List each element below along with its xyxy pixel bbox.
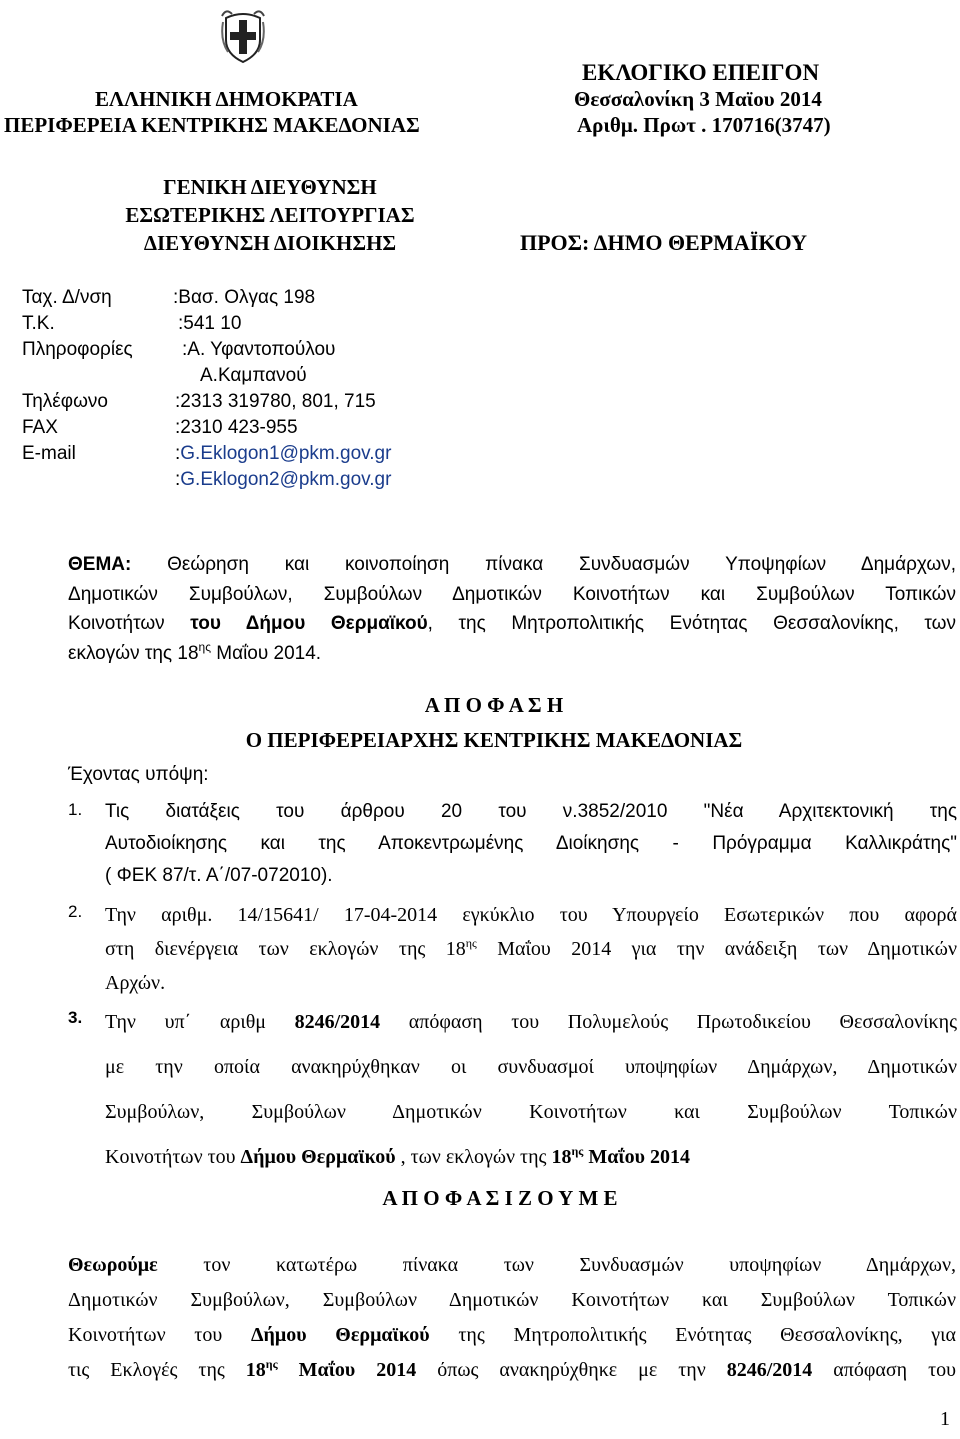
item-1-line-3: ( ΦΕΚ 87/τ. Α΄/07-072010). — [105, 865, 333, 886]
decision-title: Α Π Ο Φ Α Σ Η — [424, 693, 564, 717]
decision-issuer: Ο ΠΕΡΙΦΕΡΕΙΑΡΧΗΣ ΚΕΝΤΡΙΚΗΣ ΜΑΚΕΔΟΝΙΑΣ — [245, 728, 743, 752]
resolution-line-2: Δημοτικών Συμβούλων, Συμβούλων Δημοτικών Κοινοτήτων και Συμβούλων Τοπικών — [68, 1289, 956, 1311]
subject-line-2: Δημοτικών Συμβούλων, Συμβούλων Δημοτικών Κοινοτήτων και Συμβούλων Τοπικών — [68, 583, 956, 605]
subject-municipality: του Δήμου Θερμαϊκού — [190, 613, 428, 634]
postcode-label: Τ.Κ. — [22, 313, 55, 334]
item-3-text-1a: Την υπ΄ αριθμ — [105, 1011, 295, 1033]
item-3-number: 3. — [68, 1008, 83, 1027]
email-row-2 — [175, 469, 391, 491]
item-1-text — [105, 796, 957, 892]
email-link-2[interactable]: G.Eklogon2@pkm.gov.gr — [180, 469, 392, 490]
directorate-line-3: ΔΙΕΥΘΥΝΣΗ ΔΙΟΙΚΗΣΗΣ — [143, 231, 397, 255]
item-1-number: 1. — [68, 800, 83, 819]
resolution-text-3a: Κοινοτήτων του — [68, 1324, 251, 1346]
recipient: ΠΡΟΣ: ΔΗΜΟ ΘΕΡΜΑΪΚΟΥ — [520, 230, 807, 255]
item-1-line-2: Αυτοδιοίκησης και της Αποκεντρωμένης Διοίκησης - Πρόγραμμα Καλλικράτης" — [105, 833, 957, 854]
subject-line-1 — [68, 550, 956, 580]
email-label: E-mail — [22, 443, 76, 464]
place-date: Θεσσαλονίκη 3 Μαϊου 2014 — [574, 87, 822, 111]
item-2-line-1: Την αριθμ. 14/15641/ 17-04-2014 εγκύκλιο του Υπουργείο Εσωτερικών που αφορά — [105, 904, 957, 926]
email-row-1 — [175, 443, 391, 465]
fax-value: :2310 423-955 — [175, 417, 298, 438]
urgency-label: ΕΚΛΟΓΙΚΟ ΕΠΕΙΓΟΝ — [582, 60, 820, 85]
subject-paragraph — [68, 550, 956, 668]
fax-label: FAX — [22, 417, 58, 438]
subject-text-4b: Μαΐου 2014. — [210, 642, 322, 664]
resolution-line-4 — [68, 1353, 956, 1388]
resolution-month-year: Μαΐου 2014 — [277, 1359, 417, 1381]
resolution-line-3 — [68, 1318, 956, 1353]
item-2-line-2 — [105, 932, 957, 966]
email-colon-1: : — [175, 443, 181, 464]
resolution-text-4c: απόφαση του — [812, 1359, 957, 1381]
item-3-text — [105, 1000, 957, 1180]
postcode-value: :541 10 — [178, 313, 242, 334]
info-value-1: :Α. Υφαντοπούλου — [182, 339, 336, 360]
resolution-sup: ης — [265, 1357, 278, 1371]
item-3-line-1 — [105, 1000, 957, 1045]
resolution-title: Α Π Ο Φ Α Σ Ι Ζ Ο Υ Μ Ε — [382, 1186, 618, 1210]
info-label: Πληροφορίες — [22, 339, 133, 360]
item-3-municipality: Δήμου Θερμαϊκού — [240, 1146, 396, 1168]
item-3-text-4a: Κοινοτήτων του — [105, 1146, 241, 1168]
resolution-text-1: τον κατωτέρω πίνακα των Συνδυασμών υποψηφίων Δημάρχων, — [157, 1254, 956, 1276]
subject-text-3b: , της Μητροπολιτικής Ενότητας Θεσσαλονίκης, των — [427, 613, 956, 634]
issuer-region: ΠΕΡΙΦΕΡΕΙΑ ΚΕΝΤΡΙΚΗΣ ΜΑΚΕΔΟΝΙΑΣ — [4, 113, 420, 137]
resolution-line-1 — [68, 1248, 956, 1283]
resolution-text-4a: τις Εκλογές της — [68, 1359, 246, 1381]
resolution-verb: Θεωρούμε — [68, 1254, 158, 1276]
item-3-day: 18 — [551, 1146, 572, 1168]
item-2-sup: ης — [465, 936, 477, 950]
resolution-paragraph — [68, 1248, 956, 1388]
resolution-text-4b: όπως ανακηρύχθηκε με την — [416, 1359, 727, 1381]
item-3-line-2: με την οποία ανακηρύχθηκαν οι συνδυασμοί υποψηφίων Δημάρχων, Δημοτικών — [105, 1056, 957, 1078]
directorate-line-2: ΕΣΩΤΕΡΙΚΗΣ ΛΕΙΤΟΥΡΓΙΑΣ — [125, 203, 415, 227]
item-2-text — [105, 898, 957, 1000]
subject-text-1: Θεώρηση και κοινοποίηση πίνακα Συνδυασμών Υποψηφίων Δημάρχων, — [167, 554, 956, 575]
item-3-line-3: Συμβούλων, Συμβούλων Δημοτικών Κοινοτήτων και Συμβούλων Τοπικών — [105, 1101, 957, 1123]
item-3-line-4 — [105, 1135, 957, 1180]
coat-of-arms-emblem — [220, 6, 266, 64]
item-3-text-4b: , των εκλογών της — [395, 1146, 552, 1168]
item-2-text-2b: Μαΐου 2014 για την ανάδειξη των Δημοτικών — [476, 938, 957, 960]
item-3-text-1b: απόφαση του Πολυμελούς Πρωτοδικείου Θεσσαλονίκης — [380, 1011, 958, 1033]
phone-label: Τηλέφωνο — [22, 391, 108, 412]
subject-sup: ης — [198, 639, 211, 654]
subject-text-4a: εκλογών της 18 — [68, 642, 199, 664]
item-2-line-3: Αρχών. — [105, 972, 166, 994]
subject-line-4 — [68, 639, 956, 669]
directorate-line-1: ΓΕΝΙΚΗ ΔΙΕΥΘΥΝΣΗ — [163, 175, 377, 199]
resolution-day: 18 — [245, 1359, 266, 1381]
email-colon-2: : — [175, 469, 181, 490]
item-3-court-decision: 8246/2014 — [294, 1011, 381, 1033]
info-value-2: Α.Καμπανού — [200, 365, 307, 386]
resolution-municipality: Δήμου Θερμαϊκού — [250, 1324, 430, 1346]
subject-text-3a: Κοινοτήτων — [68, 613, 165, 634]
item-3-sup: ης — [571, 1144, 584, 1158]
item-2-number: 2. — [68, 902, 83, 921]
item-2-text-2a: στη διενέργεια των εκλογών της 18 — [105, 938, 466, 960]
issuer-country: ΕΛΛΗΝΙΚΗ ΔΗΜΟΚΡΑΤΙΑ — [95, 87, 358, 111]
item-3-month-year: Μαΐου 2014 — [583, 1146, 690, 1168]
phone-value: :2313 319780, 801, 715 — [175, 391, 376, 412]
address-label: Ταχ. Δ/νση — [22, 287, 112, 308]
considering-label: Έχοντας υπόψη: — [68, 764, 209, 785]
address-value: :Βασ. Ολγας 198 — [173, 287, 316, 308]
email-link-1[interactable]: G.Eklogon1@pkm.gov.gr — [180, 443, 392, 464]
page-number: 1 — [940, 1408, 950, 1430]
item-1-line-1: Τις διατάξεις του άρθρου 20 του ν.3852/2010 "Νέα Αρχιτεκτονική της — [105, 801, 957, 822]
resolution-text-3b: της Μητροπολιτικής Ενότητας Θεσσαλονίκης, για — [429, 1324, 957, 1346]
protocol-number: Αριθμ. Πρωτ . 170716(3747) — [577, 113, 831, 137]
subject-line-3 — [68, 609, 956, 639]
resolution-court-decision: 8246/2014 — [726, 1359, 813, 1381]
subject-label: ΘΕΜΑ: — [68, 554, 132, 575]
